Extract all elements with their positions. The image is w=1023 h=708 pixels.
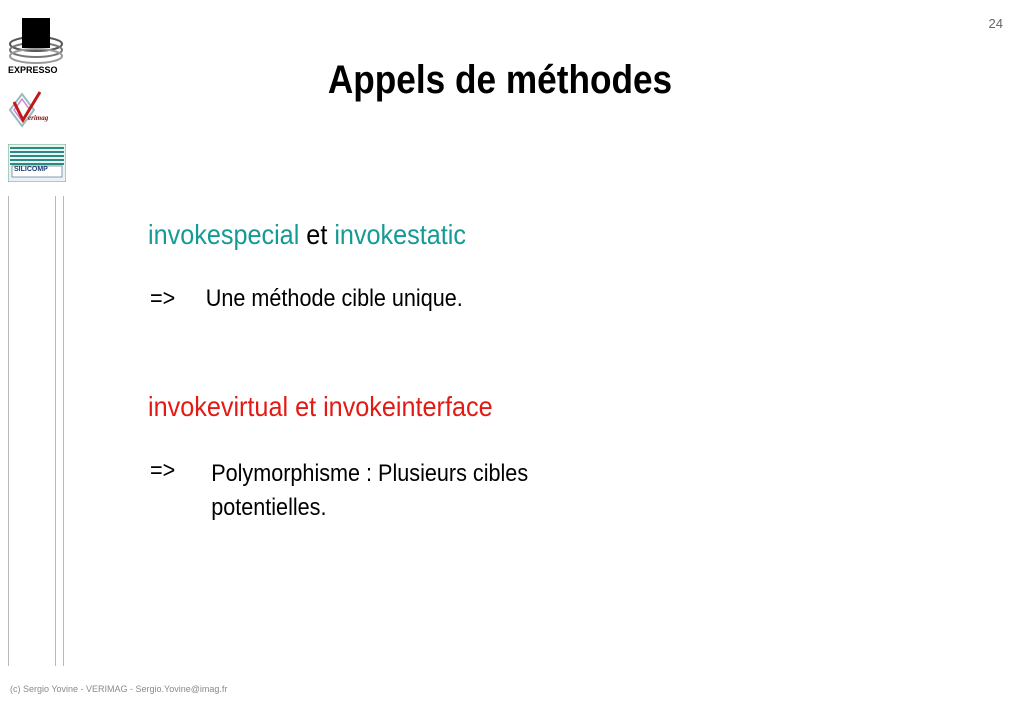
silicomp-logo xyxy=(8,144,66,182)
slide-title: Appels de méthodes xyxy=(327,58,673,102)
section2-line2: potentielles. xyxy=(211,494,327,521)
section1-bullet xyxy=(150,285,463,313)
connector-text: et xyxy=(299,219,335,250)
divider-line xyxy=(8,196,9,666)
verimag-logo-text: erimag xyxy=(28,114,49,122)
footer-copyright: (c) Sergio Yovine - VERIMAG - Sergio.Yovine@imag.fr xyxy=(10,684,228,694)
divider-line xyxy=(63,196,64,666)
divider-line xyxy=(55,196,56,666)
section2-heading: invokevirtual et invokeinterface xyxy=(148,391,493,422)
section1-heading xyxy=(148,219,466,251)
arrow-marker: => xyxy=(150,285,176,312)
arrow-marker: => xyxy=(150,457,176,484)
section2-text xyxy=(211,457,528,525)
silicomp-logo-text: SILICOMP xyxy=(14,166,48,173)
invokestatic-keyword: invokestatic xyxy=(334,219,466,250)
page-number: 24 xyxy=(988,16,1003,31)
section1-text: Une méthode cible unique. xyxy=(205,285,463,312)
invokespecial-keyword: invokespecial xyxy=(148,219,300,250)
expresso-logo-text: EXPRESSO xyxy=(8,65,58,75)
section2-line1: Polymorphisme : Plusieurs cibles xyxy=(211,460,529,487)
logo-column xyxy=(0,0,75,200)
verimag-logo xyxy=(6,90,68,130)
section2-bullet xyxy=(150,457,529,521)
